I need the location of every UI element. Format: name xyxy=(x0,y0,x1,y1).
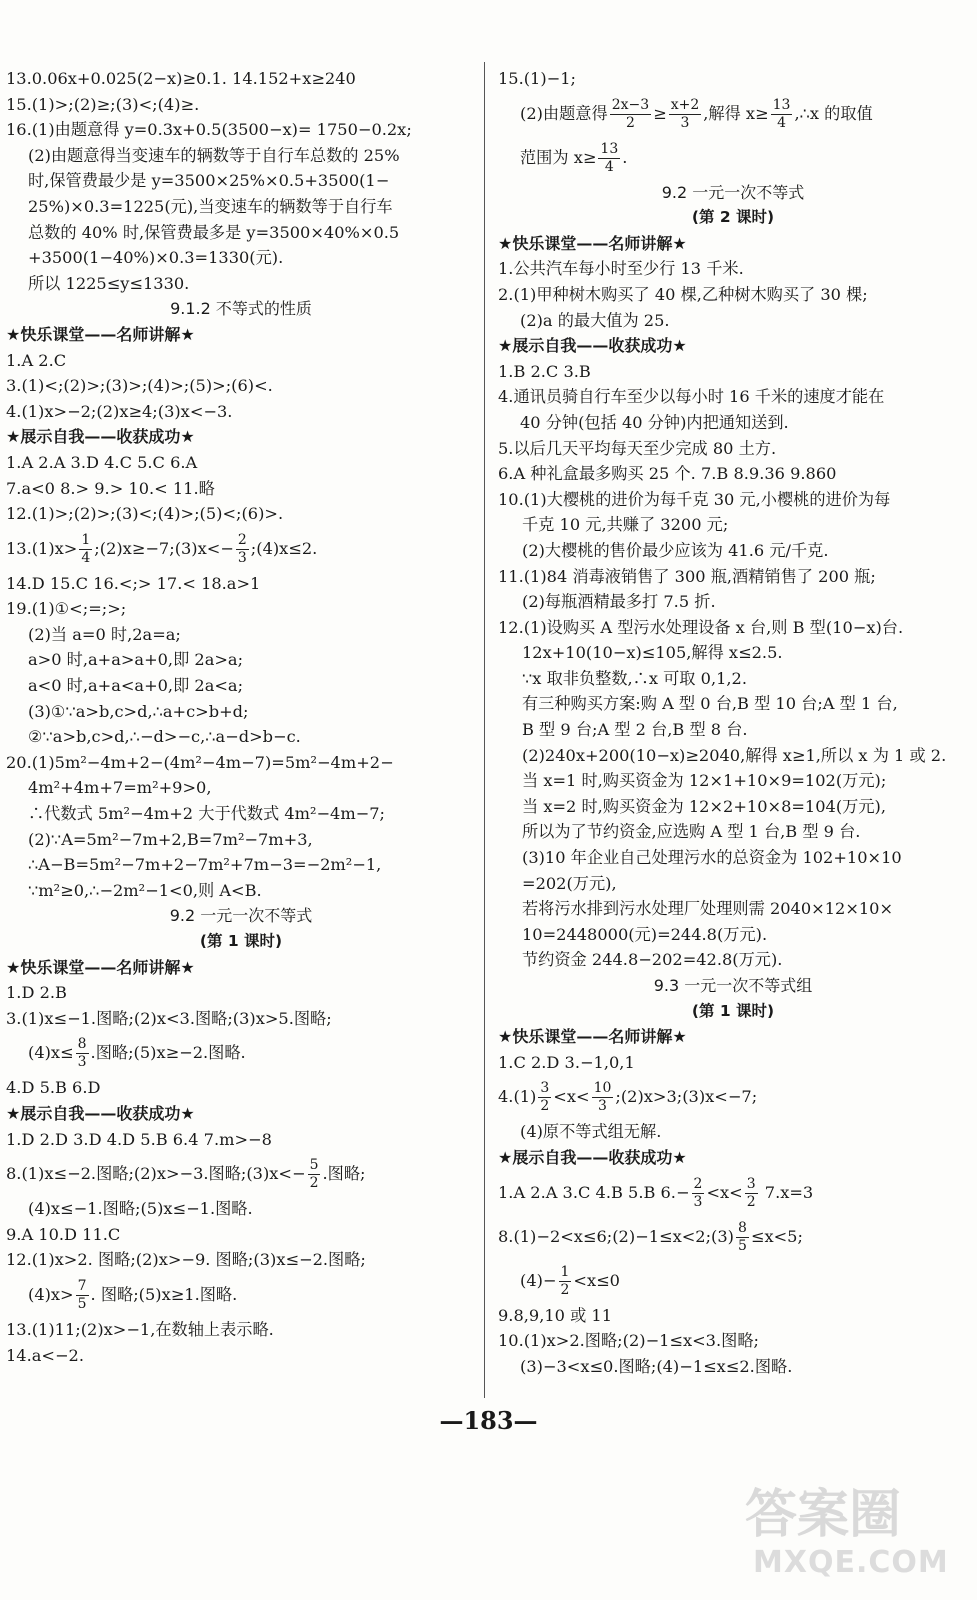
text-run: .图略; xyxy=(322,1164,366,1184)
text-run: <x≤0 xyxy=(573,1270,620,1290)
section-banner: ★快乐课堂——名师讲解★ xyxy=(6,957,195,977)
answer-line xyxy=(6,1031,476,1075)
answer-line: 1.A 2.C xyxy=(6,350,67,370)
answer-line xyxy=(498,1171,968,1215)
answer-line: (4)x≤−1.图略;(5)x≤−1.图略. xyxy=(28,1199,253,1219)
fraction-denominator: 2 xyxy=(540,1098,550,1115)
section-heading: 9.2 一元一次不等式 xyxy=(661,182,805,202)
answer-line: 当 x=1 时,购买资金为 12×1+10×9=102(万元); xyxy=(522,771,887,791)
answer-line: (2)由题意得当变速车的辆数等于自行车总数的 25% xyxy=(28,145,400,165)
section-banner: ★快乐课堂——名师讲解★ xyxy=(498,1027,687,1047)
answer-line: (4)原不等式组无解. xyxy=(520,1122,662,1142)
answer-line: ∵x 取非负整数,∴x 可取 0,1,2. xyxy=(522,668,747,688)
text-run: ≥ xyxy=(653,103,667,123)
answer-line: 11.(1)84 消毒液销售了 300 瓶,酒精销售了 200 瓶; xyxy=(498,566,876,586)
fraction xyxy=(745,1176,758,1211)
text-run: 4.(1) xyxy=(498,1087,537,1107)
section-heading: 9.1.2 不等式的性质 xyxy=(170,299,312,319)
text-run: (4)− xyxy=(520,1270,557,1290)
answer-line: 14.D 15.C 16.<;> 17.< 18.a>1 xyxy=(6,573,261,593)
answer-line xyxy=(6,1152,476,1196)
answer-line: 10.(1)x>2.图略;(2)−1≤x<3.图略; xyxy=(498,1331,759,1351)
section-banner: ★展示自我——收获成功★ xyxy=(6,427,195,447)
text-run: 范围为 x≥ xyxy=(520,147,597,167)
text-run: (4)x> xyxy=(28,1284,74,1304)
fraction-denominator: 5 xyxy=(77,1295,87,1312)
answer-line: 9.8,9,10 或 11 xyxy=(498,1305,613,1325)
column-divider xyxy=(484,62,485,1398)
answer-line: 5.以后几天平均每天至少完成 80 土方. xyxy=(498,438,777,458)
fraction-numerator: 2 xyxy=(693,1175,703,1192)
answer-line: 1.A 2.A 3.D 4.C 5.C 6.A xyxy=(6,452,198,472)
fraction xyxy=(771,97,793,132)
fraction xyxy=(236,532,249,567)
answer-line: (2)大樱桃的售价最少应该为 41.6 元/千克. xyxy=(522,540,829,560)
answer-line xyxy=(6,1273,476,1317)
answer-line xyxy=(498,1259,968,1303)
section-banner: ★展示自我——收获成功★ xyxy=(498,1147,687,1167)
answer-line: 16.(1)由题意得 y=0.3x+0.5(3500−x)= 1750−0.2x; xyxy=(6,120,412,140)
answer-line: (3)−3<x≤0.图略;(4)−1≤x≤2.图略. xyxy=(520,1356,793,1376)
text-run: ;(4)x≤2. xyxy=(250,538,318,558)
answer-line xyxy=(498,92,968,136)
answer-line: 若将污水排到污水处理厂处理则需 2040×12×10× xyxy=(522,899,894,919)
answer-line: 15.(1)−1; xyxy=(498,69,576,88)
fraction-denominator: 3 xyxy=(77,1054,87,1071)
answer-line: 节约资金 244.8−202=42.8(万元). xyxy=(522,950,783,970)
text-run: <x< xyxy=(553,1087,590,1107)
section-banner: ★快乐课堂——名师讲解★ xyxy=(498,233,687,253)
answer-line: (2)每瓶酒精最多打 7.5 折. xyxy=(522,592,716,612)
text-run: (2)由题意得 xyxy=(520,103,608,123)
text-run: ,解得 x≥ xyxy=(703,103,769,123)
fraction-denominator: 2 xyxy=(746,1193,756,1210)
answer-line: 10=2448000(元)=244.8(万元). xyxy=(522,924,768,944)
answer-line: (2)∵A=5m²−7m+2,B=7m²−7m+3, xyxy=(28,829,313,849)
text-run: 8.(1)x≤−2.图略;(2)x>−3.图略;(3)x<− xyxy=(6,1164,306,1184)
text-run: . xyxy=(622,147,628,167)
fraction-numerator: 10 xyxy=(593,1080,612,1097)
fraction xyxy=(76,1278,89,1313)
fraction xyxy=(692,1176,705,1211)
text-run: .图略;(5)x≥−2.图略. xyxy=(90,1043,246,1063)
answer-line: 1.C 2.D 3.−1,0,1 xyxy=(498,1052,635,1072)
answer-line: 12.(1)>;(2)>;(3)<;(4)>;(5)<;(6)>. xyxy=(6,504,284,524)
answer-line: ∵m²≥0,∴−2m²−1<0,则 A<B. xyxy=(28,880,262,900)
answer-line: (3)①∵a>b,c>d,∴a+c>b+d; xyxy=(28,701,249,721)
fraction-denominator: 2 xyxy=(309,1175,319,1192)
fraction-numerator: 1 xyxy=(81,531,91,548)
section-banner: ★快乐课堂——名师讲解★ xyxy=(6,324,195,344)
fraction xyxy=(76,1036,89,1071)
answer-line xyxy=(498,136,968,180)
answer-line: 当 x=2 时,购买资金为 12×2+10×8=104(万元), xyxy=(522,796,886,816)
answer-line: 2.(1)甲种树木购买了 40 棵,乙种树木购买了 30 棵; xyxy=(498,284,868,304)
section-banner: ★展示自我——收获成功★ xyxy=(498,336,687,356)
answer-line: 3.(1)<;(2)>;(3)>;(4)>;(5)>;(6)<. xyxy=(6,376,273,396)
fraction-numerator: 2 xyxy=(237,531,247,548)
text-run: 13.(1)x> xyxy=(6,538,78,558)
page-number: —183— xyxy=(439,1406,538,1435)
fraction-denominator: 3 xyxy=(693,1193,703,1210)
fraction-denominator: 4 xyxy=(81,549,91,566)
fraction-denominator: 3 xyxy=(237,549,247,566)
fraction xyxy=(559,1264,572,1299)
answer-line: ∴A−B=5m²−7m+2−7m²+7m−3=−2m²−1, xyxy=(28,855,382,875)
svg-text:MXQE.COM: MXQE.COM xyxy=(753,1545,949,1580)
fraction xyxy=(308,1157,321,1192)
text-run: ;(2)x>3;(3)x<−7; xyxy=(615,1087,758,1107)
answer-line xyxy=(498,1215,968,1259)
fraction-numerator: 3 xyxy=(540,1080,550,1097)
text-run: (4)x≤ xyxy=(28,1043,74,1063)
section-heading: (第 2 课时) xyxy=(691,208,775,227)
answer-line: 12.(1)设购买 A 型污水处理设备 x 台,则 B 型(10−x)台. xyxy=(498,617,904,637)
answer-line: 时,保管费最少是 y=3500×25%×0.5+3500(1− xyxy=(28,171,390,191)
text-run: ,∴x 的取值 xyxy=(794,103,873,123)
answer-line: 14.a<−2. xyxy=(6,1345,84,1365)
text-run: 7.x=3 xyxy=(759,1182,814,1202)
answer-line: 1.D 2.D 3.D 4.D 5.B 6.4 7.m>−8 xyxy=(6,1129,272,1149)
answer-line: 10.(1)大樱桃的进价为每千克 30 元,小樱桃的进价为每 xyxy=(498,489,891,509)
answer-line: 1.D 2.B xyxy=(6,983,67,1003)
section-banner: ★展示自我——收获成功★ xyxy=(6,1103,195,1123)
answer-line xyxy=(6,527,476,571)
answer-line: 20.(1)5m²−4m+2−(4m²−4m−7)=5m²−4m+2− xyxy=(6,752,394,772)
answer-line: 6.A 种礼盒最多购买 25 个. 7.B 8.9.36 9.860 xyxy=(498,464,837,484)
answer-line: 1.B 2.C 3.B xyxy=(498,361,591,381)
answer-line: 15.(1)>;(2)≥;(3)<;(4)≥. xyxy=(6,94,200,114)
answer-line: 4.通讯员骑自行车至少以每小时 16 千米的速度才能在 xyxy=(498,387,885,407)
answer-line: 9.A 10.D 11.C xyxy=(6,1224,121,1244)
fraction xyxy=(592,1080,614,1115)
fraction-denominator: 2 xyxy=(625,114,635,131)
answer-line: B 型 9 台;A 型 2 台,B 型 8 台. xyxy=(522,720,748,740)
answer-line: =202(万元), xyxy=(522,873,617,893)
text-run: 1.A 2.A 3.C 4.B 5.B 6.− xyxy=(498,1182,690,1202)
answer-line: (3)10 年企业自己处理污水的总资金为 102+10×10 xyxy=(522,848,902,868)
answer-line: 12.(1)x>2. 图略;(2)x>−9. 图略;(3)x≤−2.图略; xyxy=(6,1250,366,1270)
fraction xyxy=(610,97,651,132)
fraction xyxy=(669,97,702,132)
answer-line: 13.0.06x+0.025(2−x)≥0.1. 14.152+x≥240 xyxy=(6,69,356,88)
answer-line: 1.公共汽车每小时至少行 13 千米. xyxy=(498,259,744,279)
fraction-numerator: 3 xyxy=(746,1175,756,1192)
answer-line: 所以为了节约资金,应选购 A 型 1 台,B 型 9 台. xyxy=(522,822,861,842)
left-column xyxy=(6,66,476,1368)
fraction-denominator: 3 xyxy=(598,1098,607,1115)
answer-line: ②∵a>b,c>d,∴−d>−c,∴a−d>b−c. xyxy=(28,727,301,747)
fraction-denominator: 4 xyxy=(777,114,786,131)
answer-line: 4m²+4m+7=m²+9>0, xyxy=(28,778,212,798)
answer-line: 3.(1)x≤−1.图略;(2)x<3.图略;(3)x>5.图略; xyxy=(6,1008,332,1028)
answer-line: (2)240x+200(10−x)≥2040,解得 x≥1,所以 x 为 1 或 2. xyxy=(522,745,947,765)
answer-line: +3500(1−40%)×0.3=1330(元). xyxy=(28,248,284,268)
text-run: . 图略;(5)x≥1.图略. xyxy=(90,1284,238,1304)
right-column xyxy=(498,66,968,1379)
fraction xyxy=(79,532,92,567)
answer-line: 4.D 5.B 6.D xyxy=(6,1078,101,1098)
svg-text:答案圈: 答案圈 xyxy=(745,1485,902,1545)
fraction-denominator: 3 xyxy=(680,114,690,131)
fraction-denominator: 4 xyxy=(604,158,614,175)
fraction xyxy=(598,141,620,176)
answer-line: 25%)×0.3=1225(元),当变速车的辆数等于自行车 xyxy=(28,196,393,216)
answer-line: a>0 时,a+a>a+0,即 2a>a; xyxy=(28,650,244,670)
answer-line xyxy=(498,1075,968,1119)
text-run: 8.(1)−2<x≤6;(2)−1≤x<2;(3) xyxy=(498,1226,734,1246)
fraction-numerator: 2x−3 xyxy=(611,96,650,113)
fraction-denominator: 2 xyxy=(560,1281,570,1298)
answer-line: 40 分钟(包括 40 分钟)内把通知送到. xyxy=(520,412,789,432)
fraction-numerator: x+2 xyxy=(670,96,700,113)
fraction xyxy=(538,1080,551,1115)
answer-line: 4.(1)x>−2;(2)x≥4;(3)x<−3. xyxy=(6,401,233,421)
answer-line: ∴代数式 5m²−4m+2 大于代数式 4m²−4m−7; xyxy=(28,804,386,824)
fraction xyxy=(736,1220,749,1255)
fraction-numerator: 13 xyxy=(772,96,791,113)
answer-line: (2)当 a=0 时,2a=a; xyxy=(28,624,181,644)
section-heading: 9.3 一元一次不等式组 xyxy=(653,976,813,995)
fraction-numerator: 7 xyxy=(77,1277,87,1294)
section-heading: (第 1 课时) xyxy=(199,932,283,950)
fraction-numerator: 8 xyxy=(77,1036,87,1053)
answer-line: a<0 时,a+a<a+0,即 2a<a; xyxy=(28,676,244,696)
section-heading: (第 1 课时) xyxy=(691,1001,775,1020)
fraction-numerator: 8 xyxy=(737,1219,747,1236)
answer-line: 12x+10(10−x)≤105,解得 x≤2.5. xyxy=(522,643,783,663)
answer-line: 总数的 40% 时,保管费最多是 y=3500×40%×0.5 xyxy=(28,222,400,242)
fraction-numerator: 1 xyxy=(560,1263,570,1280)
text-run: <x< xyxy=(706,1182,743,1202)
answer-line: 千克 10 元,共赚了 3200 元; xyxy=(522,515,729,535)
text-run: ;(2)x≥−7;(3)x<− xyxy=(94,538,234,558)
answer-line: (2)a 的最大值为 25. xyxy=(520,310,670,330)
watermark-logo xyxy=(735,1472,955,1582)
fraction-numerator: 13 xyxy=(600,140,619,157)
answer-line: 13.(1)11;(2)x>−1,在数轴上表示略. xyxy=(6,1319,274,1339)
text-run: ≤x<5; xyxy=(750,1226,803,1246)
answer-line: 有三种购买方案:购 A 型 0 台,B 型 10 台;A 型 1 台, xyxy=(522,694,898,714)
answer-line: 7.a<0 8.> 9.> 10.< 11.略 xyxy=(6,478,215,498)
fraction-denominator: 5 xyxy=(737,1237,747,1254)
answer-line: 所以 1225≤y≤1330. xyxy=(28,273,190,293)
answer-line: 19.(1)①<;=;>; xyxy=(6,599,127,619)
section-heading: 9.2 一元一次不等式 xyxy=(169,906,313,926)
fraction-numerator: 5 xyxy=(309,1157,319,1174)
